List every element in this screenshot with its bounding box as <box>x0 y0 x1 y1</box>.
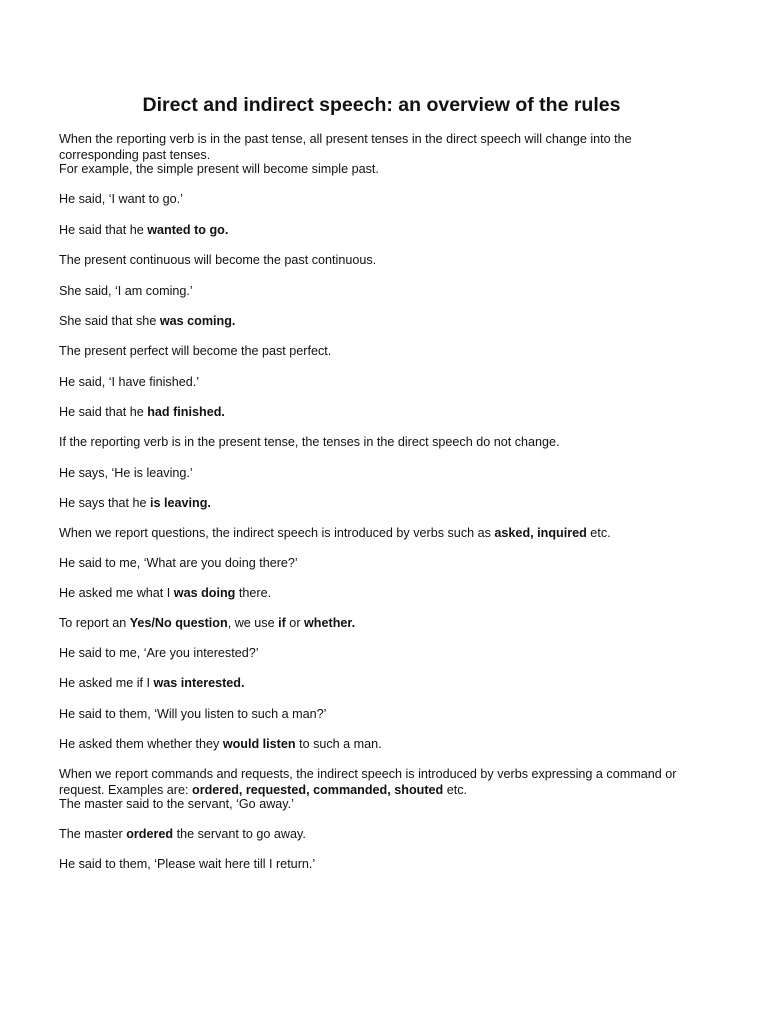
text-run: He said, ‘I have finished.’ <box>59 375 200 389</box>
paragraph <box>59 797 709 813</box>
text-run: or <box>285 616 305 630</box>
paragraph <box>59 284 709 300</box>
paragraph <box>59 857 709 873</box>
text-run: When the reporting verb is in the past tense, all present tenses in the direct speech will change into the corresponding past tenses. <box>59 132 632 162</box>
bold-run: was interested. <box>153 676 245 690</box>
bold-run: whether. <box>304 616 356 630</box>
paragraph <box>59 616 709 632</box>
paragraph <box>59 405 709 421</box>
text-run: To report an <box>59 616 130 630</box>
paragraph <box>59 375 709 391</box>
paragraph <box>59 496 709 512</box>
text-run: He said to me, ‘What are you doing there?’ <box>59 556 298 570</box>
text-run: He said to them, ‘Will you listen to such a man?’ <box>59 707 327 721</box>
text-run: He said that he <box>59 223 148 237</box>
paragraph <box>59 827 709 843</box>
text-run: etc. <box>443 782 468 797</box>
paragraph <box>59 646 709 662</box>
paragraph <box>59 192 709 208</box>
text-run: He asked me what I <box>59 586 174 600</box>
text-run: to such a man. <box>295 737 382 751</box>
paragraph <box>59 526 709 542</box>
paragraph <box>59 707 709 723</box>
bold-run: asked, inquired <box>494 526 587 540</box>
bold-run: ordered <box>126 827 174 841</box>
document-title: Direct and indirect speech: an overview of the rules <box>142 94 621 116</box>
paragraph <box>59 586 709 602</box>
text-run: The master <box>59 827 127 841</box>
bold-run: wanted to go. <box>147 223 229 237</box>
paragraph <box>59 556 709 572</box>
text-run: He said to me, ‘Are you interested?’ <box>59 646 259 660</box>
bold-run: would listen <box>222 737 296 751</box>
text-run: She said that she <box>59 314 160 328</box>
text-run: He said to them, ‘Please wait here till I return.’ <box>59 857 316 871</box>
bold-run: had finished. <box>147 405 225 419</box>
text-run: He asked them whether they <box>59 737 223 751</box>
text-run: For example, the simple present will become simple past. <box>59 162 379 176</box>
text-run: The present perfect will become the past perfect. <box>59 344 332 358</box>
bold-run: was coming. <box>159 314 236 328</box>
text-run: He says that he <box>59 496 151 510</box>
paragraph <box>59 435 709 451</box>
paragraph <box>59 223 709 239</box>
bold-run: Yes/No question <box>129 616 228 630</box>
bold-run: ordered, requested, commanded, shouted <box>192 782 444 797</box>
text-run: there. <box>235 586 272 600</box>
paragraph <box>59 767 709 798</box>
paragraph <box>59 344 709 360</box>
text-run: She said, ‘I am coming.’ <box>59 284 193 298</box>
text-run: When we report questions, the indirect speech is introduced by verbs such as <box>59 526 495 540</box>
paragraph <box>59 132 709 163</box>
text-run: He says, ‘He is leaving.’ <box>59 466 193 480</box>
text-run: If the reporting verb is in the present tense, the tenses in the direct speech do not change. <box>59 435 560 449</box>
text-run: He said that he <box>59 405 148 419</box>
document-body <box>59 132 709 873</box>
paragraph <box>59 676 709 692</box>
bold-run: if <box>278 616 286 630</box>
paragraph <box>59 162 709 178</box>
paragraph <box>59 737 709 753</box>
text-run: When we report commands and requests, the indirect speech is introduced by verbs expressing a command or request. Examples are: <box>59 767 677 797</box>
text-run: , we use <box>227 616 279 630</box>
text-run: The master said to the servant, ‘Go away.’ <box>59 797 294 811</box>
text-run: etc. <box>586 526 611 540</box>
paragraph <box>59 314 709 330</box>
bold-run: is leaving. <box>150 496 211 510</box>
text-run: He said, ‘I want to go.’ <box>59 192 183 206</box>
text-run: He asked me if I <box>59 676 154 690</box>
paragraph <box>59 253 709 269</box>
paragraph <box>59 466 709 482</box>
text-run: the servant to go away. <box>173 827 306 841</box>
bold-run: was doing <box>173 586 236 600</box>
text-run: The present continuous will become the past continuous. <box>59 253 377 267</box>
